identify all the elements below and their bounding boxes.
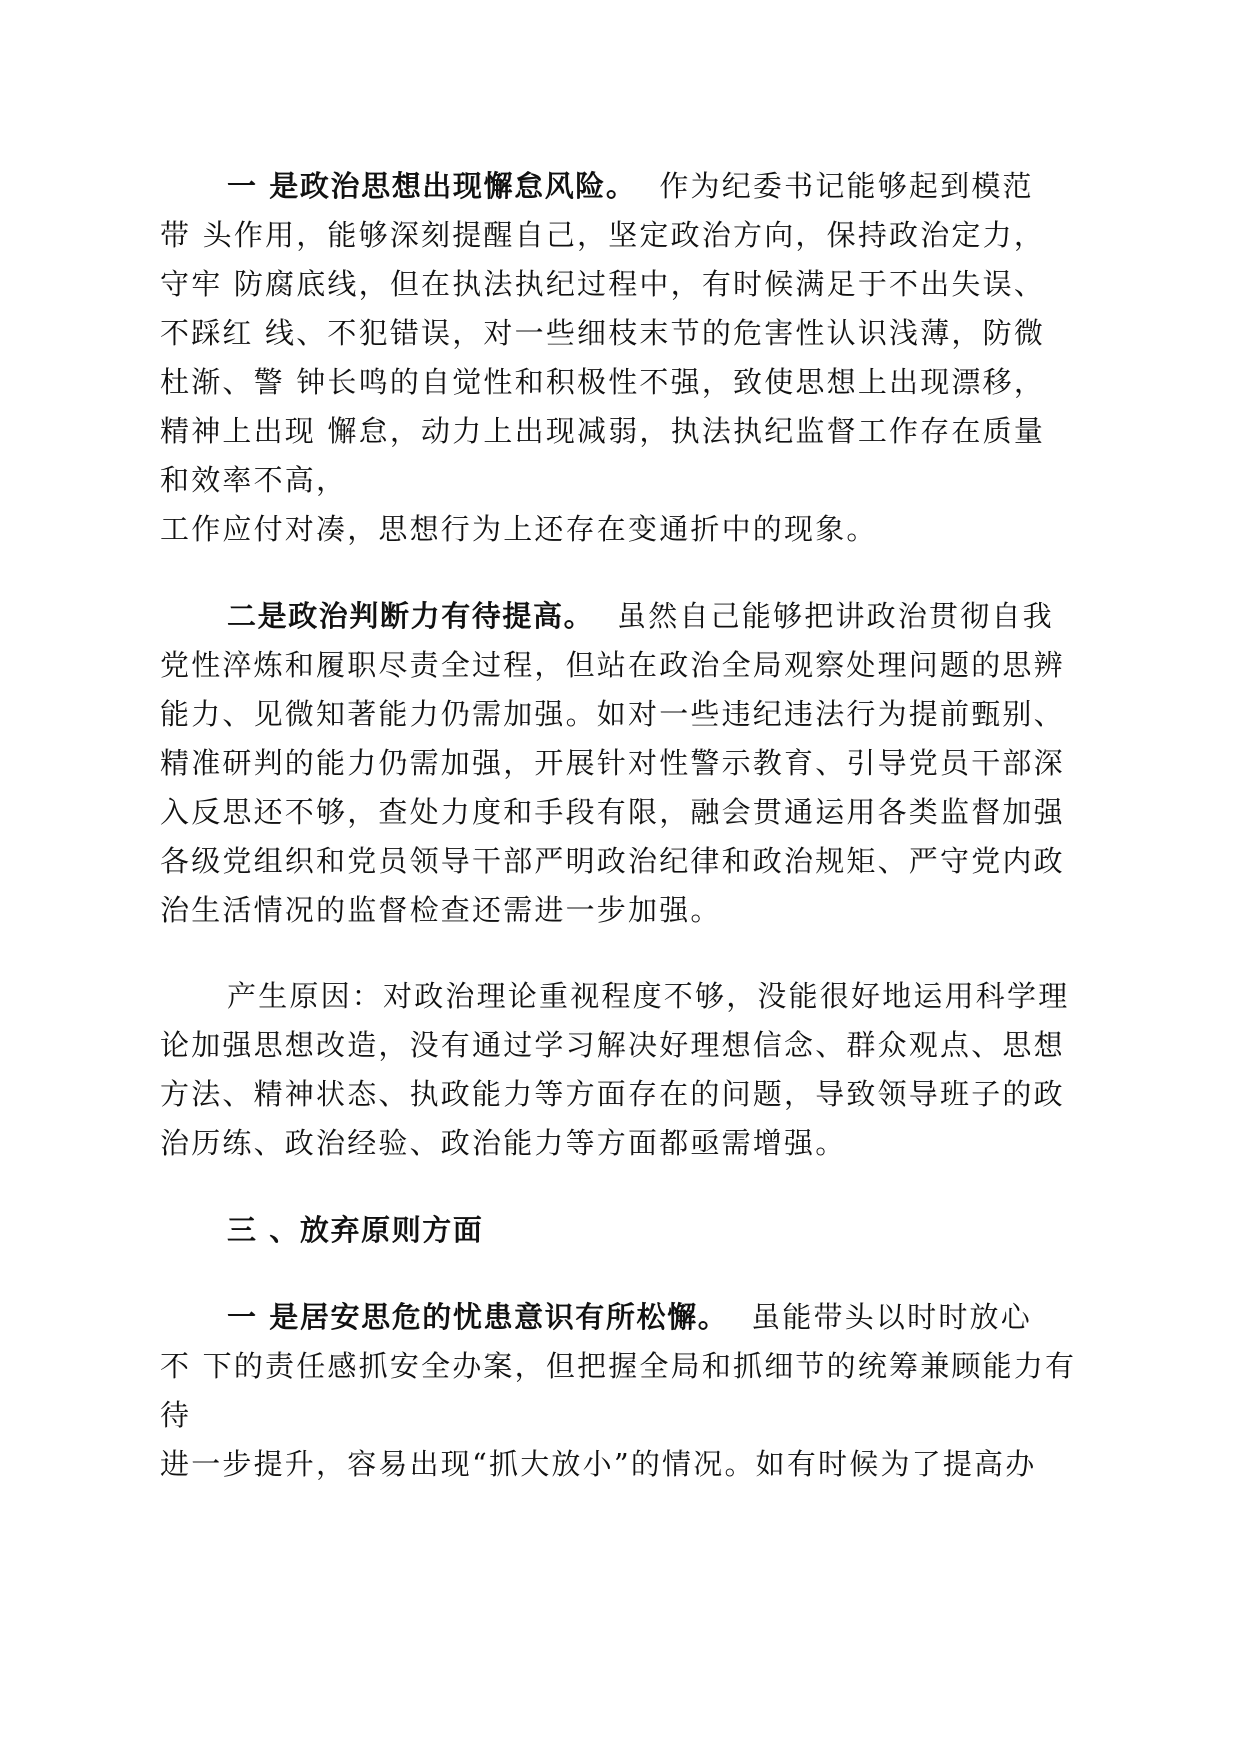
paragraph-line <box>227 1297 1032 1337</box>
paragraph-heading: 一 是居安思危的忧患意识有所松懈。 <box>227 1300 729 1334</box>
paragraph-text: 虽然自己能够把讲政治贯彻自我 <box>594 599 1054 633</box>
paragraph-line: 各级党组织和党员领导干部严明政治纪律和政治规矩、严守党内政 <box>160 844 1065 878</box>
paragraph-line: 精准研判的能力仍需加强，开展针对性警示教育、引导党员干部深 <box>160 746 1065 780</box>
paragraph-line: 和效率不高， <box>160 463 348 497</box>
paragraph-line <box>227 596 1054 636</box>
paragraph-line: 精神上出现 懈怠，动力上出现减弱，执法执纪监督工作存在质量 <box>160 414 1046 448</box>
paragraph-line: 治生活情况的监督检查还需进一步加强。 <box>160 893 722 927</box>
paragraph-line: 进一步提升，容易出现“抓大放小”的情况。如有时候为了提高办 <box>160 1447 1037 1481</box>
paragraph-line: 工作应付对凑，思想行为上还存在变通折中的现象。 <box>160 512 878 546</box>
paragraph-line: 不踩红 线、不犯错误，对一些细枝末节的危害性认识浅薄，防微 <box>160 316 1046 350</box>
paragraph-text: 作为纪委书记能够起到模范 <box>636 169 1034 203</box>
paragraph-line: 能力、见微知著能力仍需加强。如对一些违纪违法行为提前甄别、 <box>160 697 1065 731</box>
paragraph-line: 方法、精神状态、执政能力等方面存在的问题，导致领导班子的政 <box>160 1077 1065 1111</box>
paragraph-line: 论加强思想改造，没有通过学习解决好理想信念、群众观点、思想 <box>160 1028 1065 1062</box>
paragraph-line: 待 <box>160 1398 192 1432</box>
paragraph-line: 不 下的责任感抓安全办案，但把握全局和抓细节的统筹兼顾能力有 <box>160 1349 1077 1383</box>
section-title: 三 、放弃原则方面 <box>227 1213 484 1247</box>
paragraph-line: 治历练、政治经验、政治能力等方面都亟需增强。 <box>160 1126 847 1160</box>
paragraph-line: 杜渐、警 钟长鸣的自觉性和积极性不强，致使思想上出现漂移， <box>160 365 1046 399</box>
paragraph-line: 带 头作用，能够深刻提醒自己，坚定政治方向，保持政治定力， <box>160 218 1046 252</box>
paragraph-line <box>227 166 1034 206</box>
paragraph-line: 产生原因：对政治理论重视程度不够，没能很好地运用科学理 <box>227 979 1070 1013</box>
paragraph-text: 虽能带头以时时放心 <box>728 1300 1032 1334</box>
paragraph-line: 守牢 防腐底线，但在执法执纪过程中，有时候满足于不出失误、 <box>160 267 1046 301</box>
paragraph-line: 入反思还不够，查处力度和手段有限，融会贯通运用各类监督加强 <box>160 795 1065 829</box>
paragraph-heading: 二是政治判断力有待提高。 <box>227 599 595 633</box>
paragraph-line: 党性淬炼和履职尽责全过程，但站在政治全局观察处理问题的思辨 <box>160 648 1065 682</box>
paragraph-heading: 一 是政治思想出现懈怠风险。 <box>227 169 637 203</box>
